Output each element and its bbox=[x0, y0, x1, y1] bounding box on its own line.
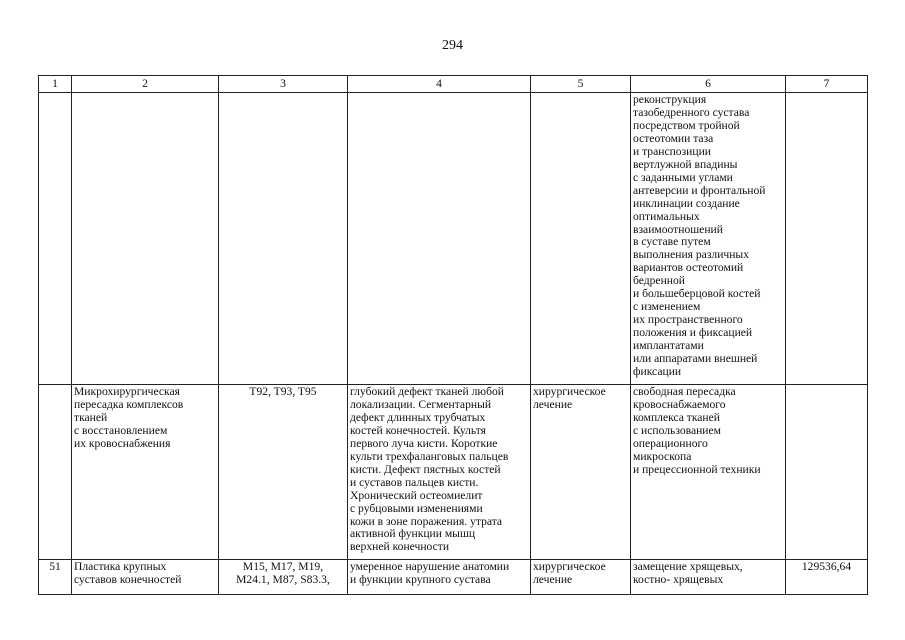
procedure-group-cell bbox=[72, 93, 219, 385]
header-cell-3: 3 bbox=[219, 76, 348, 93]
header-cell-5: 5 bbox=[531, 76, 631, 93]
icd-codes-cell: T92, T93, T95 bbox=[219, 385, 348, 560]
treatment-type-cell bbox=[531, 93, 631, 385]
table-row bbox=[39, 560, 868, 595]
cost-cell: 129536,64 bbox=[786, 560, 868, 595]
row-number-cell bbox=[39, 385, 72, 560]
cost-cell bbox=[786, 93, 868, 385]
header-cell-6: 6 bbox=[631, 76, 786, 93]
procedure-group-cell: Микрохирургическая пересадка комплексов тканей с восстановлением их кровоснабжения bbox=[72, 385, 219, 560]
method-cell: свободная пересадка кровоснабжаемого комплекса тканей с использованием операционного микроскопа и прецессионной техники bbox=[631, 385, 786, 560]
header-cell-2: 2 bbox=[72, 76, 219, 93]
row-number-cell: 51 bbox=[39, 560, 72, 595]
icd-codes-cell: M15, M17, M19, M24.1, M87, S83.3, bbox=[219, 560, 348, 595]
treatment-type-cell: хирургическое лечение bbox=[531, 560, 631, 595]
header-cell-4: 4 bbox=[348, 76, 531, 93]
page-number: 294 bbox=[442, 38, 463, 53]
header-row bbox=[39, 76, 868, 93]
treatment-type-cell: хирургическое лечение bbox=[531, 385, 631, 560]
table-row bbox=[39, 385, 868, 560]
procedure-group-cell: Пластика крупных суставов конечностей bbox=[72, 560, 219, 595]
diagnosis-cell bbox=[348, 93, 531, 385]
header-cell-7: 7 bbox=[786, 76, 868, 93]
diagnosis-cell: умеренное нарушение анатомии и функции крупного сустава bbox=[348, 560, 531, 595]
method-cell: реконструкция тазобедренного сустава посредством тройной остеотомии таза и транспозиции вертлужной впадины с заданными углами антеверсии и фронтальной инклинации создание оптимальных взаимоотношений в суставе путем выполнения различных вариантов остеотомий бедренной и большеберцовой костей с изменением их пространственного положения и фиксацией имплантатами или аппаратами внешней фиксации bbox=[631, 93, 786, 385]
row-number-cell bbox=[39, 93, 72, 385]
cost-cell bbox=[786, 385, 868, 560]
method-cell: замещение хрящевых, костно- хрящевых bbox=[631, 560, 786, 595]
diagnosis-cell: глубокий дефект тканей любой локализации. Сегментарный дефект длинных трубчатых костей конечностей. Культя первого луча кисти. Короткие культи трехфаланговых пальцев кисти. Дефект пястных костей и суставов пальцев кисти. Хронический остеомиелит с рубцовыми изменениями кожи в зоне поражения. утрата активной функции мышц верхней конечности bbox=[348, 385, 531, 560]
header-cell-1: 1 bbox=[39, 76, 72, 93]
icd-codes-cell bbox=[219, 93, 348, 385]
document-table bbox=[38, 75, 868, 595]
table-row bbox=[39, 93, 868, 385]
